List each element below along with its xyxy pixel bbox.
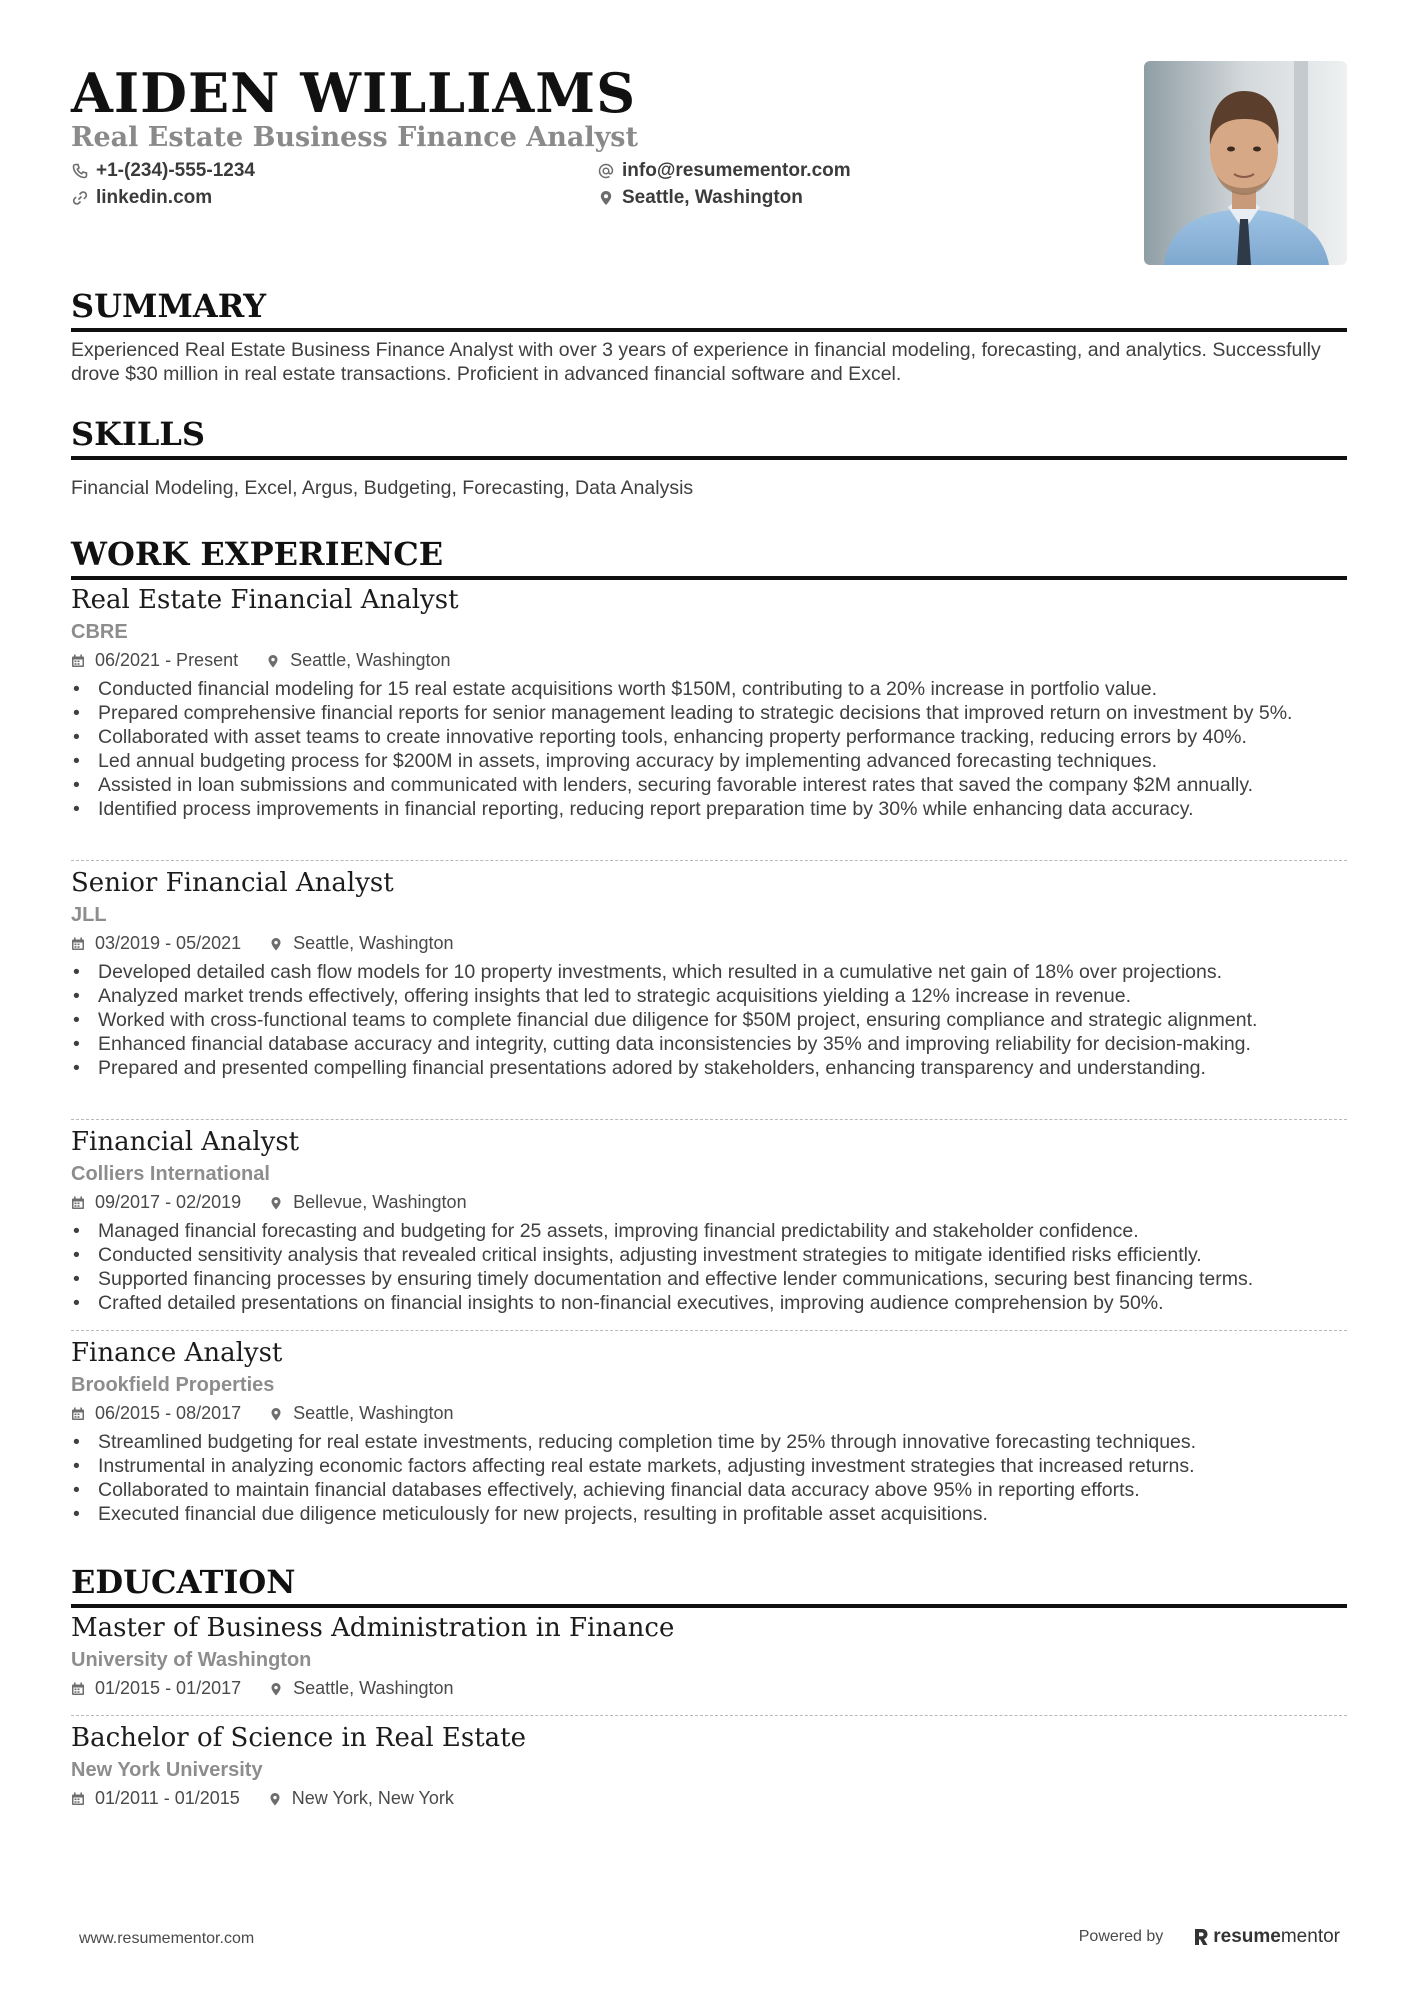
summary-text: Experienced Real Estate Business Finance Analyst with over 3 years of experience in financial modeling, forecasting, and analytics. Successfully drove $30 million in real estate transactions. Proficient in advanced financial software and Excel. (71, 339, 1321, 385)
calendar-icon (71, 1196, 85, 1210)
location-pin-icon (268, 1792, 282, 1806)
phone-text: +1-(234)-555-1234 (96, 160, 255, 181)
contact-phone (72, 160, 255, 182)
job-meta (71, 650, 1347, 671)
summary-title: SUMMARY (71, 287, 267, 325)
job-bullet: • Supported financing processes by ensuring timely documentation and effective lender communications, securing best financing terms. (71, 1267, 1347, 1291)
job-entry (71, 1125, 1347, 1315)
footer-website[interactable]: www.resumementor.com (79, 1930, 255, 1947)
job-meta (71, 1403, 1347, 1424)
entry-divider (71, 1330, 1347, 1331)
degree-title: Master of Business Administration in Finance (71, 1613, 675, 1643)
skills-section (71, 414, 1347, 500)
job-location: Seattle, Washington (293, 1403, 454, 1423)
job-bullet: • Collaborated to maintain financial databases effectively, achieving financial data accuracy above 95% in reporting efforts. (71, 1478, 1347, 1502)
job-bullet: • Developed detailed cash flow models for 10 property investments, which resulted in a cumulative net gain of 18% over projections. (71, 960, 1347, 984)
location-pin-icon (598, 190, 614, 206)
job-entry (71, 583, 1347, 821)
education-meta (71, 1678, 1347, 1699)
contact-email[interactable] (598, 160, 851, 182)
job-company: Brookfield Properties (71, 1374, 275, 1396)
job-meta (71, 1192, 1347, 1213)
job-bullet: • Led annual budgeting process for $200M in assets, improving accuracy by implementing advanced forecasting techniques. (71, 749, 1347, 773)
education-section (71, 1562, 1347, 1608)
location-pin-icon (269, 1196, 283, 1210)
job-bullets (71, 1430, 1347, 1526)
brand-logo[interactable] (1193, 1926, 1340, 1948)
candidate-name: AIDEN WILLIAMS (71, 61, 637, 125)
entry-divider (71, 1119, 1347, 1120)
job-bullet: • Executed financial due diligence meticulously for new projects, resulting in profitable asset acquisitions. (71, 1502, 1347, 1526)
experience-section (71, 534, 1347, 580)
job-bullet: • Crafted detailed presentations on financial insights to non-financial executives, improving audience comprehension by 50%. (71, 1291, 1347, 1315)
job-dates: 03/2019 - 05/2021 (95, 933, 242, 953)
job-bullet: • Managed financial forecasting and budgeting for 25 assets, improving financial predictability and stakeholder confidence. (71, 1219, 1347, 1243)
at-icon (598, 163, 614, 179)
job-dates: 09/2017 - 02/2019 (95, 1192, 242, 1212)
job-bullets (71, 1219, 1347, 1315)
contact-location (598, 187, 803, 209)
job-bullet: • Instrumental in analyzing economic factors affecting real estate markets, adjusting investment strategies that increased returns. (71, 1454, 1347, 1478)
entry-divider (71, 860, 1347, 861)
job-bullet: • Enhanced financial database accuracy and integrity, cutting data inconsistencies by 35% and improving reliability for decision-making. (71, 1032, 1347, 1056)
job-company: CBRE (71, 621, 128, 643)
email-text: info@resumementor.com (622, 160, 851, 181)
job-bullet: • Streamlined budgeting for real estate investments, reducing completion time by 25% through innovative forecasting techniques. (71, 1430, 1347, 1454)
education-meta (71, 1788, 1347, 1809)
location-pin-icon (269, 1682, 283, 1696)
job-title: Finance Analyst (71, 1338, 283, 1368)
job-entry (71, 866, 1347, 1080)
education-entry (71, 1721, 1347, 1809)
job-bullet: • Identified process improvements in financial reporting, reducing report preparation time by 30% while enhancing data accuracy. (71, 797, 1347, 821)
calendar-icon (71, 1682, 85, 1696)
education-location: Seattle, Washington (293, 1678, 454, 1698)
job-bullet: • Analyzed market trends effectively, offering insights that led to strategic acquisitions yielding a 12% increase in revenue. (71, 984, 1347, 1008)
job-company: JLL (71, 904, 107, 926)
job-title: Senior Financial Analyst (71, 868, 394, 898)
location-pin-icon (269, 1407, 283, 1421)
contact-linkedin[interactable] (72, 187, 212, 209)
job-bullet: • Worked with cross-functional teams to complete financial due diligence for $50M project, ensuring compliance and strategic alignment. (71, 1008, 1347, 1032)
school-name: New York University (71, 1759, 263, 1781)
powered-by-text: Powered by (1078, 1928, 1164, 1945)
location-pin-icon (266, 654, 280, 668)
job-bullets (71, 677, 1347, 821)
link-icon (72, 190, 88, 206)
job-meta (71, 933, 1347, 954)
section-rule (71, 1604, 1347, 1608)
summary-section (71, 286, 1347, 386)
job-bullet: • Collaborated with asset teams to create innovative reporting tools, enhancing property performance tracking, reducing errors by 40%. (71, 725, 1347, 749)
candidate-headline: Real Estate Business Finance Analyst (71, 122, 638, 153)
job-bullet: • Prepared comprehensive financial reports for senior management leading to strategic decisions that improved return on investment by 5%. (71, 701, 1347, 725)
resume-page (71, 0, 1347, 1808)
education-title: EDUCATION (71, 1563, 296, 1601)
calendar-icon (71, 1792, 85, 1806)
education-dates: 01/2015 - 01/2017 (95, 1678, 242, 1698)
brand-name-strong: resume (1213, 1926, 1281, 1947)
section-rule (71, 328, 1347, 332)
job-title: Financial Analyst (71, 1127, 300, 1157)
job-title: Real Estate Financial Analyst (71, 585, 459, 615)
job-bullet: • Prepared and presented compelling financial presentations adored by stakeholders, enhancing transparency and understanding. (71, 1056, 1347, 1080)
degree-title: Bachelor of Science in Real Estate (71, 1723, 527, 1753)
skills-title: SKILLS (71, 415, 205, 453)
job-dates: 06/2021 - Present (95, 650, 239, 670)
job-dates: 06/2015 - 08/2017 (95, 1403, 242, 1423)
job-company: Colliers International (71, 1163, 270, 1185)
resume-header (71, 0, 1347, 290)
phone-icon (72, 163, 88, 179)
section-rule (71, 456, 1347, 460)
entry-divider (71, 1715, 1347, 1716)
footer-powered-by (1079, 1926, 1340, 1948)
education-location: New York, New York (291, 1788, 454, 1808)
education-entry (71, 1611, 1347, 1699)
calendar-icon (71, 1407, 85, 1421)
job-bullet: • Assisted in loan submissions and communicated with lenders, securing favorable interest rates that saved the company $2M annually. (71, 773, 1347, 797)
calendar-icon (71, 937, 85, 951)
job-entry (71, 1336, 1347, 1526)
calendar-icon (71, 654, 85, 668)
job-location: Seattle, Washington (290, 650, 451, 670)
location-text: Seattle, Washington (622, 187, 803, 208)
school-name: University of Washington (71, 1649, 312, 1671)
job-bullet: • Conducted financial modeling for 15 real estate acquisitions worth $150M, contributing to a 20% increase in portfolio value. (71, 677, 1347, 701)
section-rule (71, 576, 1347, 580)
job-location: Seattle, Washington (293, 933, 454, 953)
education-dates: 01/2011 - 01/2015 (95, 1788, 240, 1808)
job-location: Bellevue, Washington (293, 1192, 467, 1212)
skills-text: Financial Modeling, Excel, Argus, Budgeting, Forecasting, Data Analysis (71, 477, 694, 499)
brand-name-light: mentor (1280, 1926, 1340, 1947)
experience-title: WORK EXPERIENCE (71, 535, 444, 573)
profile-photo (1144, 61, 1347, 265)
linkedin-text: linkedin.com (96, 187, 213, 208)
job-bullet: • Conducted sensitivity analysis that revealed critical insights, adjusting investment strategies to mitigate identified risks efficiently. (71, 1243, 1347, 1267)
brand-mark-icon (1193, 1928, 1209, 1946)
job-bullets (71, 960, 1347, 1080)
location-pin-icon (269, 937, 283, 951)
